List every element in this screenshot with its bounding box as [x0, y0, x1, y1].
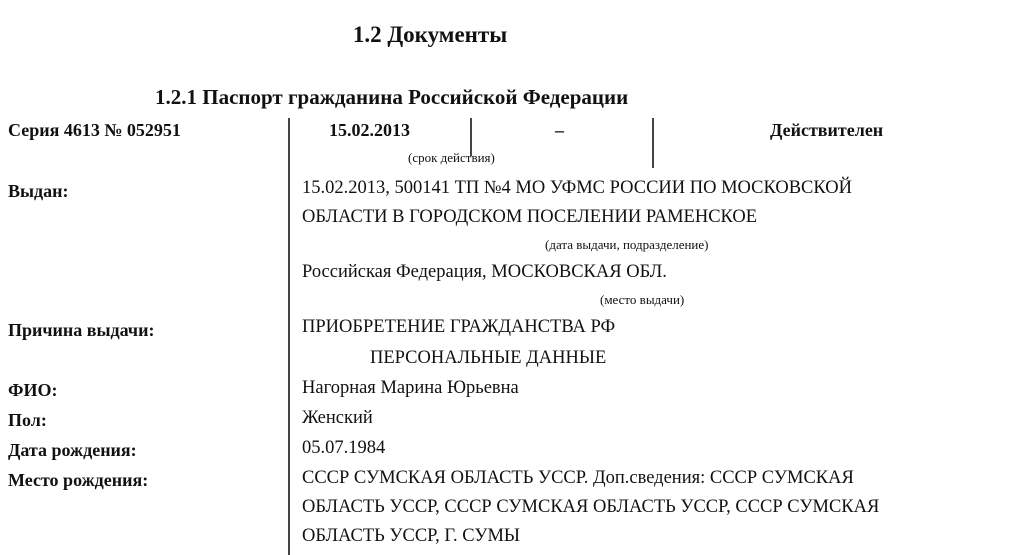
passport-expiry-date: – [555, 120, 564, 140]
passport-issue-date: 15.02.2013 [329, 120, 410, 140]
sex-label: Пол: [8, 410, 47, 430]
fio-value: Нагорная Марина Юрьевна [302, 378, 519, 398]
reason-value: ПРИОБРЕТЕНИЕ ГРАЖДАНСТВА РФ [302, 317, 616, 337]
personal-data-heading: ПЕРСОНАЛЬНЫЕ ДАННЫЕ [370, 348, 607, 368]
issued-caption-1: (дата выдачи, подразделение) [545, 237, 709, 252]
issued-line-1: 15.02.2013, 500141 ТП №4 МО УФМС РОССИИ ПО МОСКОВСКОЙ [302, 178, 852, 198]
issued-caption-2: (место выдачи) [600, 292, 685, 307]
column-separator-main [288, 118, 290, 555]
issued-label: Выдан: [8, 181, 69, 201]
expiry-caption: (срок действия) [408, 150, 495, 165]
birthdate-label: Дата рождения: [8, 440, 137, 460]
issued-place: Российская Федерация, МОСКОВСКАЯ ОБЛ. [302, 262, 667, 282]
reason-label: Причина выдачи: [8, 320, 155, 340]
passport-series-number: Серия 4613 № 052951 [8, 120, 181, 140]
birthplace-line-3: ОБЛАСТЬ УССР, Г. СУМЫ [302, 526, 521, 546]
birthdate-value: 05.07.1984 [302, 438, 386, 458]
column-separator-status [652, 118, 654, 168]
sex-value: Женский [302, 408, 373, 428]
fio-label: ФИО: [8, 380, 58, 400]
birthplace-line-1: СССР СУМСКАЯ ОБЛАСТЬ УССР. Доп.сведения: СССР СУМСКАЯ [302, 468, 854, 488]
birthplace-label: Место рождения: [8, 470, 149, 490]
section-subtitle: 1.2.1 Паспорт гражданина Российской Федерации [155, 85, 629, 109]
passport-status: Действителен [770, 120, 884, 140]
section-title: 1.2 Документы [352, 22, 508, 47]
birthplace-line-2: ОБЛАСТЬ УССР, СССР СУМСКАЯ ОБЛАСТЬ УССР, СССР СУМСКАЯ [302, 497, 880, 517]
issued-line-2: ОБЛАСТИ В ГОРОДСКОМ ПОСЕЛЕНИИ РАМЕНСКОЕ [302, 207, 758, 227]
